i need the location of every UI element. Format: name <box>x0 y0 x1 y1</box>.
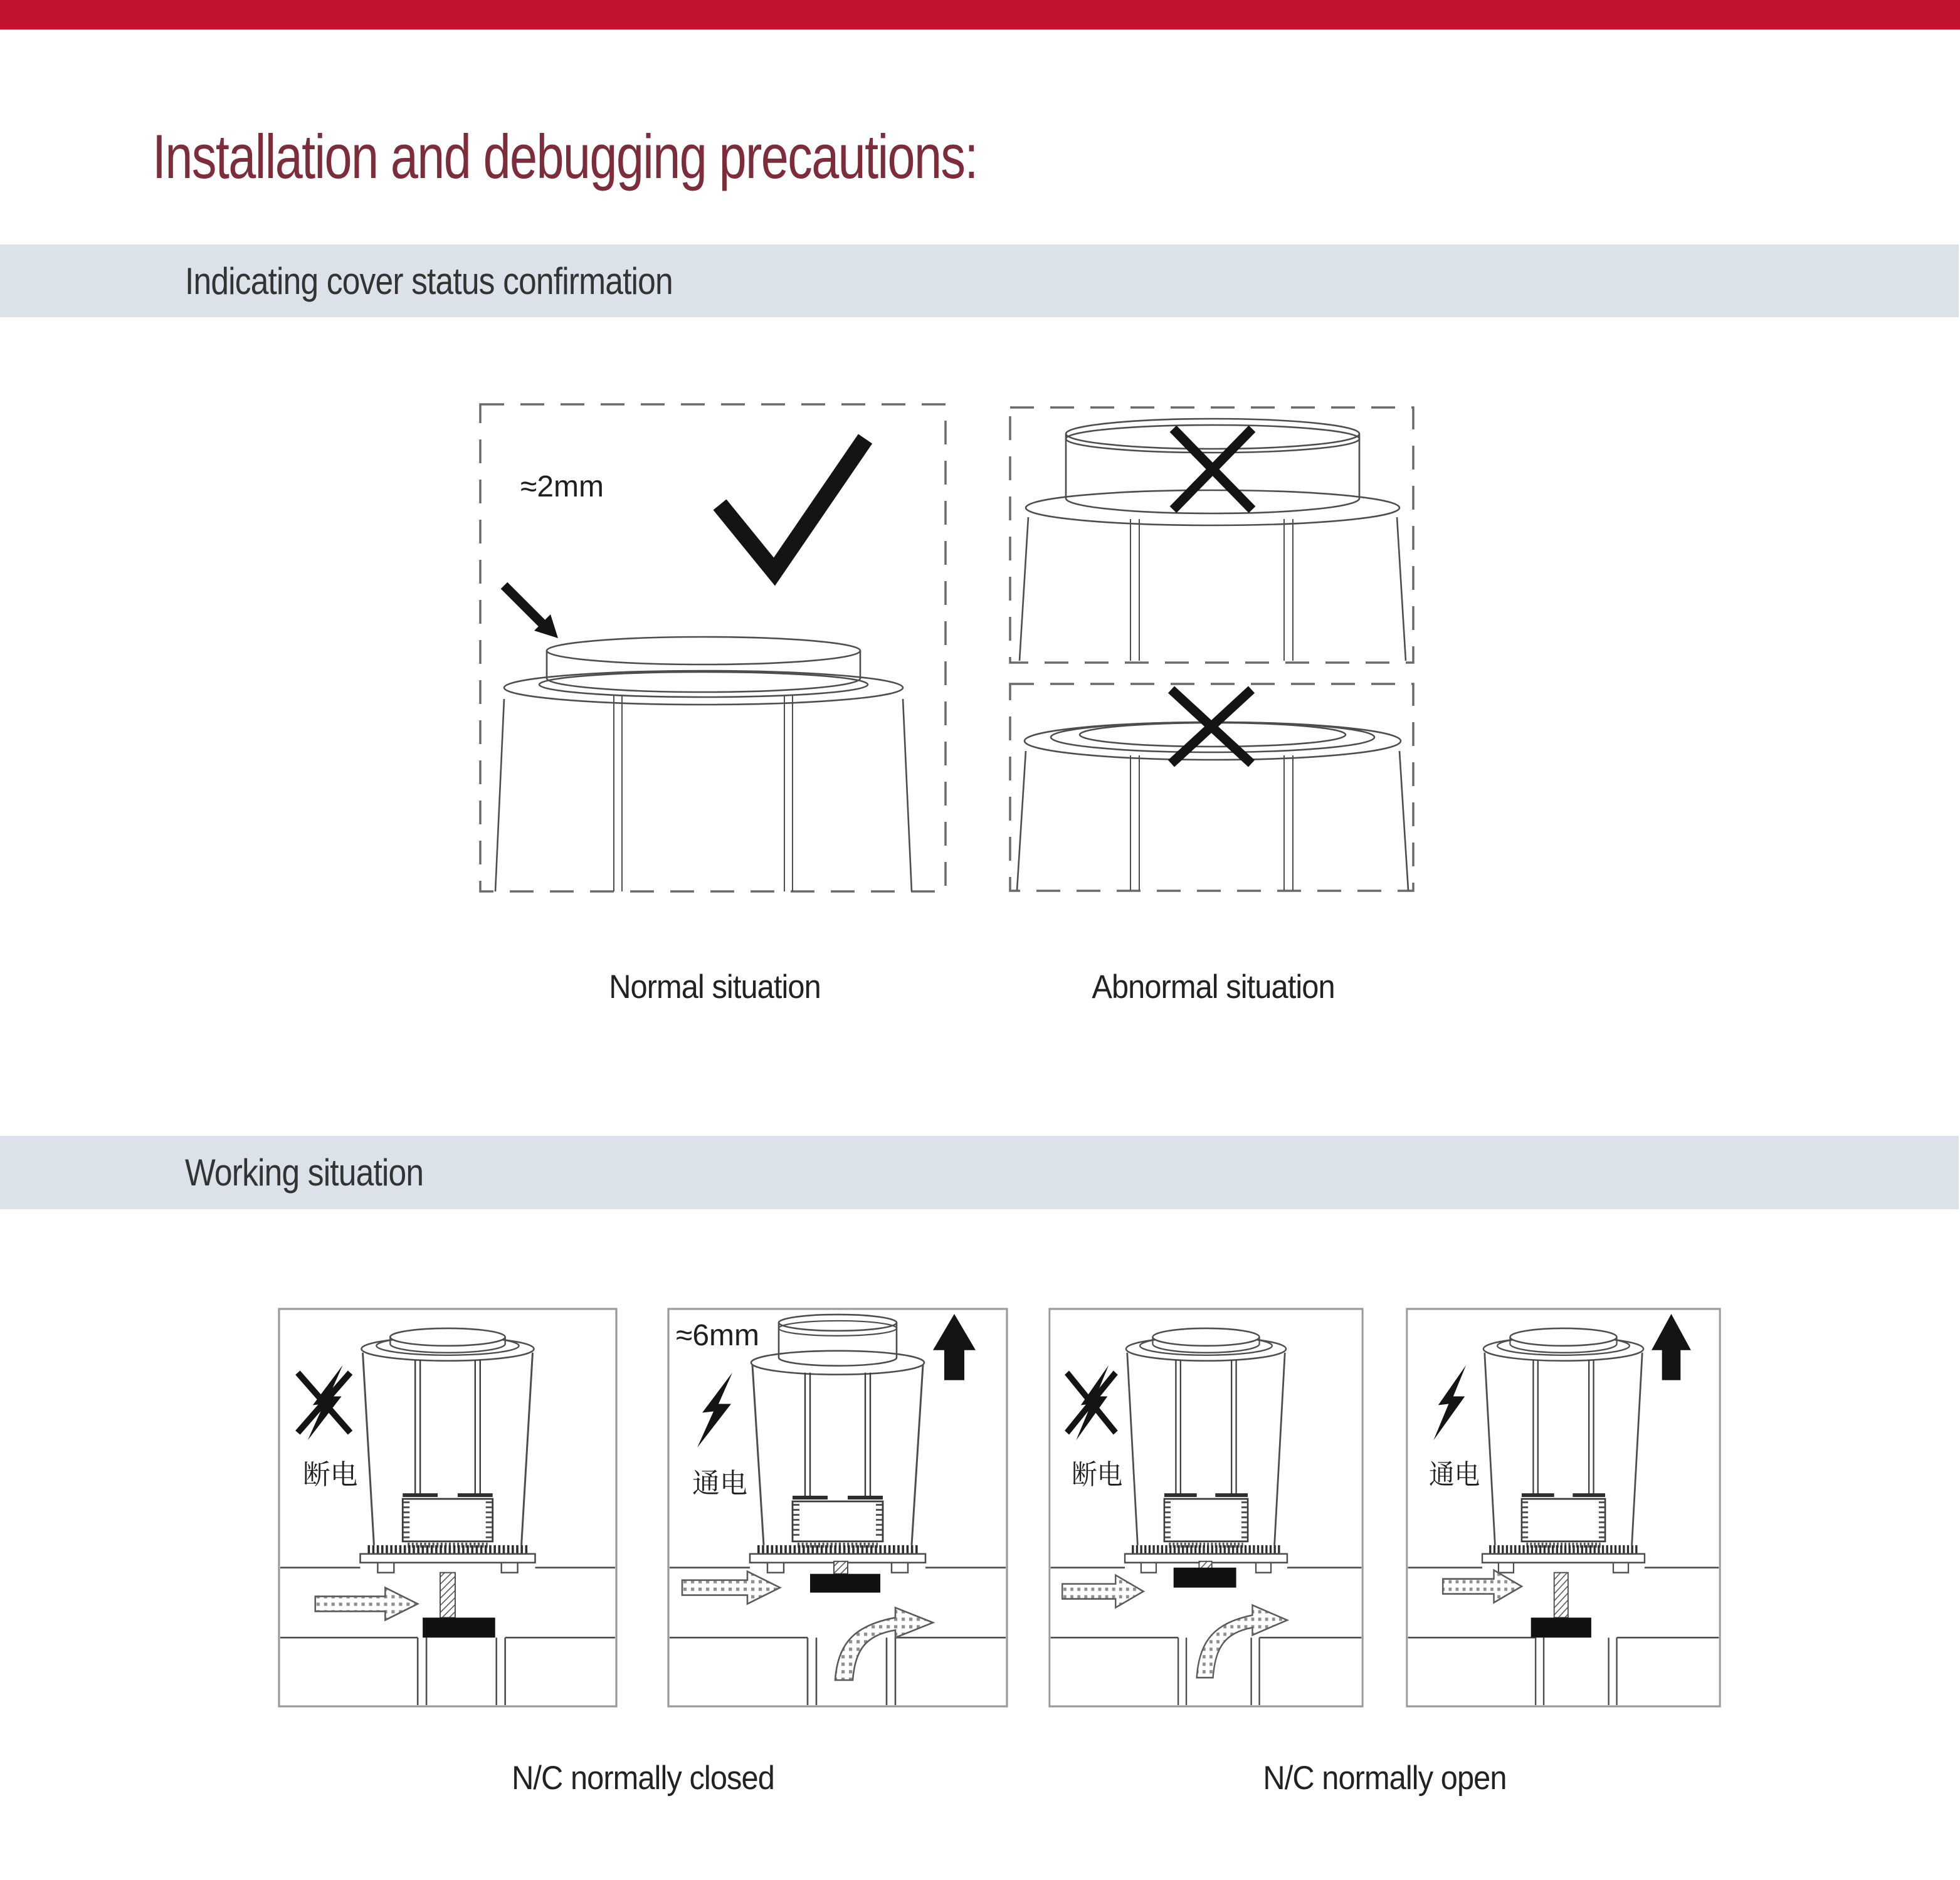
caption-normally-closed: N/C normally closed <box>512 1760 774 1797</box>
figure-normal-situation <box>464 389 966 909</box>
working-panel-1 <box>278 1308 618 1708</box>
power-off-label: 断电 <box>302 1459 358 1491</box>
valve-seal-closed <box>1531 1617 1591 1637</box>
indicating-cap <box>1152 1328 1259 1346</box>
figure-abnormal-situation <box>997 389 1430 909</box>
section-header-working-situation <box>0 1136 1959 1209</box>
valve-stem <box>834 1562 848 1574</box>
pointer-arrow-icon <box>504 586 558 638</box>
valve-seal-open <box>1174 1568 1236 1588</box>
dashed-frame-bottom <box>1010 684 1413 891</box>
working-panel-3 <box>1048 1308 1364 1708</box>
section-label-working-situation: Working situation <box>185 1152 424 1194</box>
power-on-label: 通电 <box>1428 1459 1480 1490</box>
actuator-cap-flush-drawing <box>1017 722 1408 890</box>
gap-2mm-label: ≈2mm <box>520 470 604 503</box>
top-red-banner <box>0 0 1960 29</box>
working-panel-4 <box>1406 1308 1721 1708</box>
valve-seal-closed <box>423 1617 495 1637</box>
section-label-cover-status: Indicating cover status confirmation <box>185 260 673 302</box>
caption-abnormal-situation: Abnormal situation <box>1092 969 1335 1006</box>
indicating-cap <box>1510 1328 1616 1346</box>
actuator-cap-too-high-drawing <box>1020 419 1406 661</box>
page-title: Installation and debugging precautions: <box>152 122 977 191</box>
caption-normal-situation: Normal situation <box>609 969 821 1006</box>
valve-seal-open <box>810 1574 880 1593</box>
check-icon <box>720 439 865 572</box>
panel-frame <box>279 1309 616 1706</box>
gap-6mm-label: ≈6mm <box>676 1318 759 1352</box>
power-on-label: 通电 <box>692 1468 747 1499</box>
power-off-label: 断电 <box>1071 1459 1123 1490</box>
valve-stem <box>440 1573 455 1618</box>
indicating-cap <box>390 1328 505 1346</box>
valve-stem <box>1554 1573 1568 1618</box>
actuator-top-drawing <box>495 637 912 891</box>
section-header-cover-status <box>0 244 1959 317</box>
working-panel-2 <box>667 1308 1008 1708</box>
caption-normally-open: N/C normally open <box>1263 1760 1507 1797</box>
